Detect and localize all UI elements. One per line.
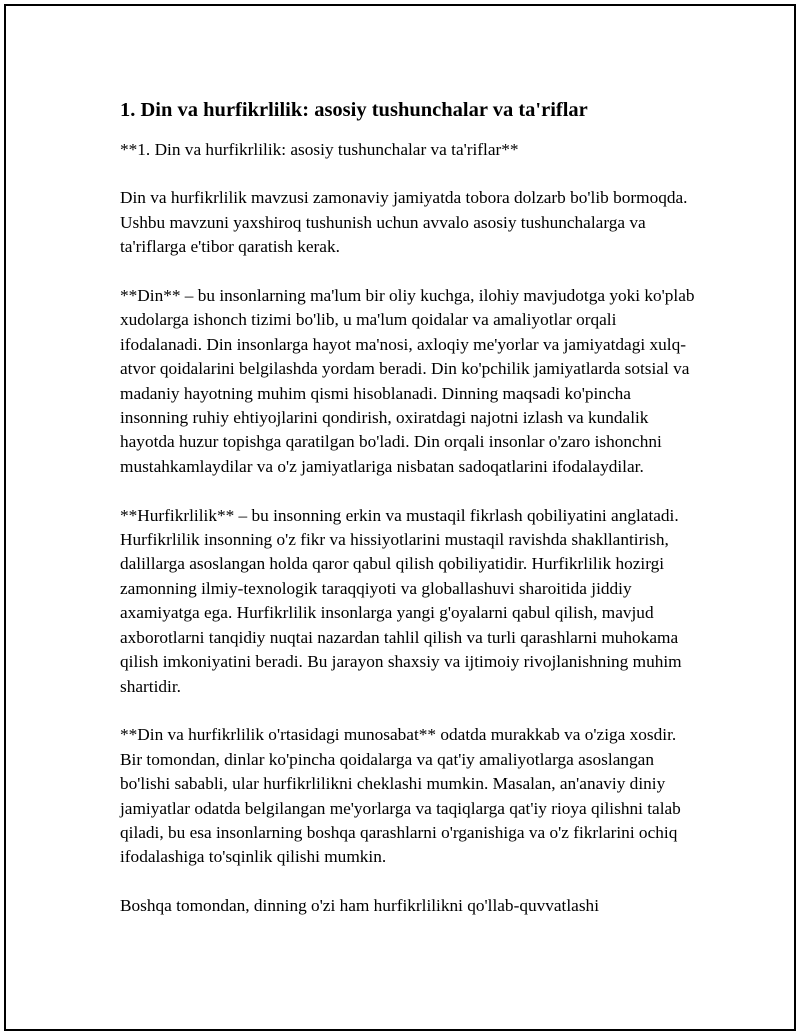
document-heading: 1. Din va hurfikrlilik: asosiy tushunchalar va ta'riflar (120, 99, 588, 121)
paragraph-hurfikrlilik-definition: **Hurfikrlilik** – bu insonning erkin va mustaqil fikrlash qobiliyatini anglatadi. Hurfikrlilik insonning o'z fikr va hissiyotlarini mustaqil ravishda shakllantirish, dalillarga asoslangan holda qaror qabul qilish qobiliyatidir. Hurfikrlilik hozirgi zamonning ilmiy-texnologik taraqqiyoti va globallashuvi sharoitida jiddiy axamiyatga ega. Hurfikrlilik insonlarga yangi g'oyalarni qabul qilish, mavjud axborotlarni tanqidiy nuqtai nazardan tahlil qilish va turli qarashlarni muhokama qilish imkoniyatini beradi. Bu jarayon shaxsiy va ijtimoiy rivojlanishning muhim shartidir. (120, 505, 682, 696)
paragraph-din-definition: **Din** – bu insonlarning ma'lum bir oliy kuchga, ilohiy mavjudotga yoki ko'plab xudolarga ishonch tizimi bo'lib, u ma'lum qoidalar va amaliyotlar orqali ifodalanadi. Din insonlarga hayot ma'nosi, axloqiy me'yorlar va jamiyatdagi xulq-atvor qoidalarini belgilashda yordam beradi. Din ko'pchilik jamiyatlarda sotsial va madaniy hayotning muhim qismi hisoblanadi. Dinning maqsadi ko'pincha insonning ruhiy ehtiyojlarini qondirish, oxiratdagi najotni izlash va kundalik hayotda huzur topishga qaratilgan bo'ladi. Din orqali insonlar o'zaro ishonchni mustahkamlaydilar va o'z jamiyatlariga nisbatan sadoqatlarini ifodalaydilar. (120, 286, 695, 476)
paragraph-intro: Din va hurfikrlilik mavzusi zamonaviy jamiyatda tobora dolzarb bo'lib bormoqda. Ushbu mavzuni yaxshiroq tushunish uchun avvalo asosiy tushunchalarga va ta'riflarga e'tibor qaratish kerak. (120, 188, 688, 257)
document-body (120, 96, 695, 943)
paragraph-other-side: Boshqa tomondan, dinning o'zi ham hurfikrlilikni qo'llab-quvvatlashi (120, 896, 599, 916)
paragraph-heading-repeat: **1. Din va hurfikrlilik: asosiy tushunchalar va ta'riflar** (120, 140, 519, 159)
document-page (4, 4, 796, 1031)
paragraph-relationship: **Din va hurfikrlilik o'rtasidagi munosabat** odatda murakkab va o'ziga xosdir. Bir tomondan, dinlar ko'pincha qoidalarga va qat'iy amaliyotlarga asoslangan bo'lishi sababli, ular hurfikrlilikni cheklashi mumkin. Masalan, an'anaviy diniy jamiyatlar odatda belgilangan me'yorlarga va taqiqlarga qat'iy rioya qilishni talab qiladi, bu esa insonlarning boshqa qarashlarni o'rganishiga va o'z fikrlarini ochiq ifodalashiga to'sqinlik qilishi mumkin. (120, 725, 681, 867)
